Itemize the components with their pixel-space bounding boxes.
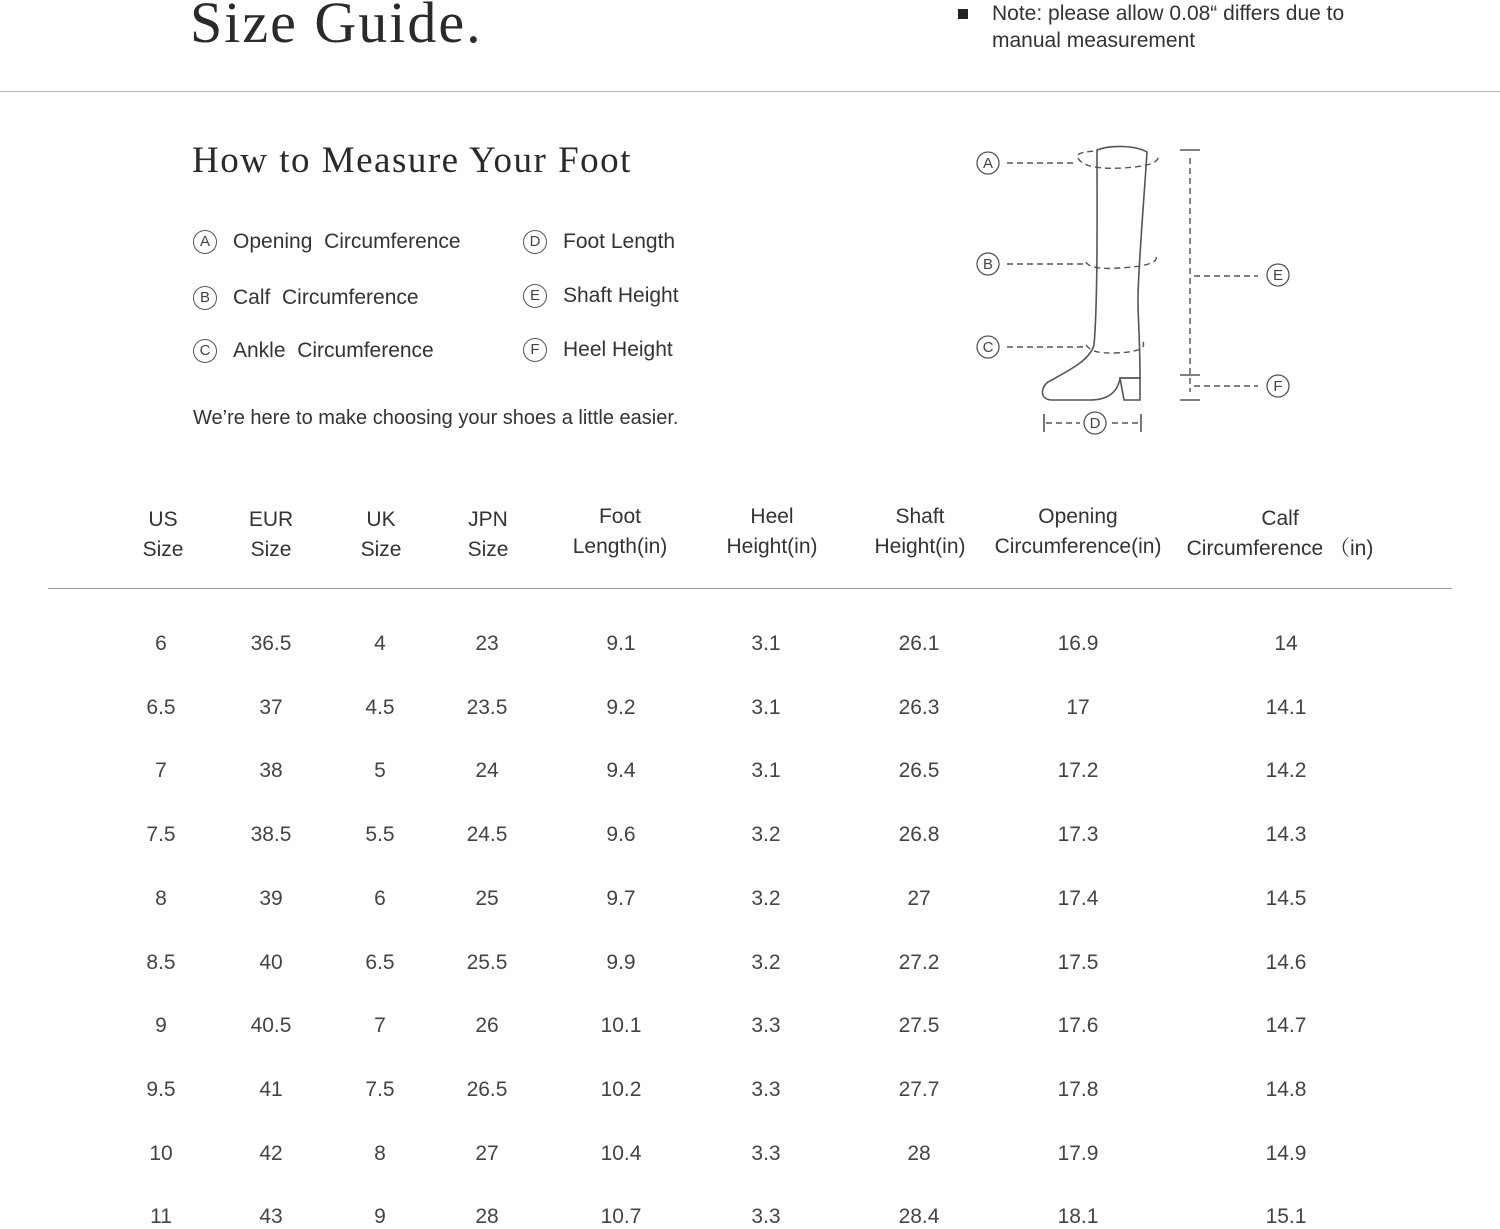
letter-f-icon: F <box>523 338 547 362</box>
table-cell: 7.5 <box>146 823 176 846</box>
legend-label: Calf Circumference <box>233 286 419 309</box>
table-cell: 5 <box>374 759 386 782</box>
table-cell: 14.2 <box>1265 759 1307 782</box>
table-cell: 4 <box>374 632 386 655</box>
header-heel-height: Heel Height(in) <box>726 505 818 558</box>
table-cell: 27.5 <box>898 1014 940 1037</box>
table-cell: 15.1 <box>1265 1205 1307 1228</box>
table-cell: 26 <box>475 1014 499 1037</box>
table-cell: 26.8 <box>898 823 940 846</box>
table-cell: 14.6 <box>1265 951 1307 974</box>
table-cell: 17.4 <box>1057 887 1099 910</box>
table-cell: 24 <box>475 759 499 782</box>
letter-b-icon: B <box>193 286 217 310</box>
table-cell: 6.5 <box>146 696 176 719</box>
diagram-label-f: F <box>1273 378 1283 395</box>
table-cell: 40.5 <box>250 1014 292 1037</box>
table-cell: 27.7 <box>898 1078 940 1101</box>
table-cell: 17.5 <box>1057 951 1099 974</box>
table-cell: 14.8 <box>1265 1078 1307 1101</box>
table-cell: 3.3 <box>751 1142 781 1165</box>
diagram-label-d: D <box>1089 415 1101 432</box>
table-cell: 7.5 <box>365 1078 395 1101</box>
table-cell: 39 <box>259 887 283 910</box>
table-cell: 43 <box>259 1205 283 1228</box>
note-text: Note: please allow 0.08“ differs due to manual measurement <box>992 2 1345 52</box>
header-opening-circumference: Opening Circumference(in) <box>994 505 1162 558</box>
table-cell: 38 <box>259 759 283 782</box>
table-cell: 9 <box>155 1014 167 1037</box>
table-cell: 27.2 <box>898 951 940 974</box>
table-cell: 17.3 <box>1057 823 1099 846</box>
table-cell: 42 <box>259 1142 283 1165</box>
table-cell: 25 <box>475 887 499 910</box>
table-cell: 10.4 <box>600 1142 642 1165</box>
legend-label: Opening Circumference <box>233 230 461 253</box>
table-cell: 25.5 <box>466 951 508 974</box>
table-cell: 6.5 <box>365 951 395 974</box>
table-cell: 36.5 <box>250 632 292 655</box>
section-title: How to Measure Your Foot <box>192 140 632 181</box>
table-divider <box>48 588 1452 589</box>
page-title: Size Guide. <box>190 0 483 55</box>
table-cell: 26.3 <box>898 696 940 719</box>
header-uk-size: UK Size <box>360 508 402 561</box>
table-cell: 17.9 <box>1057 1142 1099 1165</box>
table-cell: 8.5 <box>146 951 176 974</box>
table-cell: 9.5 <box>146 1078 176 1101</box>
table-cell: 10.7 <box>600 1205 642 1228</box>
table-cell: 14.7 <box>1265 1014 1307 1037</box>
boot-icon <box>1042 146 1147 400</box>
table-cell: 14.3 <box>1265 823 1307 846</box>
table-cell: 3.1 <box>751 759 781 782</box>
table-cell: 7 <box>155 759 167 782</box>
table-cell: 14.1 <box>1265 696 1307 719</box>
table-cell: 9.6 <box>606 823 636 846</box>
table-cell: 18.1 <box>1057 1205 1099 1228</box>
table-cell: 3.1 <box>751 632 781 655</box>
table-cell: 9.9 <box>606 951 636 974</box>
tagline: We’re here to make choosing your shoes a little easier. <box>193 407 679 429</box>
table-cell: 41 <box>259 1078 283 1101</box>
table-cell: 14 <box>1274 632 1298 655</box>
table-cell: 3.2 <box>751 823 781 846</box>
table-cell: 14.9 <box>1265 1142 1307 1165</box>
legend-label: Shaft Height <box>563 284 679 307</box>
letter-d-icon: D <box>523 230 547 254</box>
table-cell: 28 <box>475 1205 499 1228</box>
table-cell: 5.5 <box>365 823 395 846</box>
table-cell: 10.2 <box>600 1078 642 1101</box>
header-jpn-size: JPN Size <box>467 508 509 561</box>
table-cell: 3.1 <box>751 696 781 719</box>
table-cell: 26.1 <box>898 632 940 655</box>
letter-e-icon: E <box>523 284 547 308</box>
table-cell: 24.5 <box>466 823 508 846</box>
table-cell: 3.3 <box>751 1014 781 1037</box>
table-cell: 10 <box>149 1142 173 1165</box>
table-cell: 3.2 <box>751 951 781 974</box>
diagram-label-b: B <box>982 256 994 273</box>
table-cell: 10.1 <box>600 1014 642 1037</box>
table-cell: 27 <box>475 1142 499 1165</box>
legend-label: Ankle Circumference <box>233 339 434 362</box>
boot-diagram <box>0 0 1500 460</box>
table-cell: 9.1 <box>606 632 636 655</box>
table-cell: 17.8 <box>1057 1078 1099 1101</box>
table-cell: 9.2 <box>606 696 636 719</box>
table-cell: 23.5 <box>466 696 508 719</box>
table-cell: 9 <box>374 1205 386 1228</box>
table-cell: 14.5 <box>1265 887 1307 910</box>
table-cell: 11 <box>150 1205 172 1228</box>
table-cell: 4.5 <box>365 696 395 719</box>
header-shaft-height: Shaft Height(in) <box>874 505 966 558</box>
header-foot-length: Foot Length(in) <box>572 505 668 558</box>
table-cell: 16.9 <box>1057 632 1099 655</box>
table-cell: 9.4 <box>606 759 636 782</box>
table-cell: 17.6 <box>1057 1014 1099 1037</box>
table-cell: 26.5 <box>898 759 940 782</box>
table-cell: 23 <box>475 632 499 655</box>
legend-label: Foot Length <box>563 230 676 253</box>
table-cell: 3.3 <box>751 1205 781 1228</box>
table-cell: 8 <box>374 1142 386 1165</box>
table-cell: 40 <box>259 951 283 974</box>
table-cell: 7 <box>374 1014 386 1037</box>
table-cell: 3.2 <box>751 887 781 910</box>
table-cell: 27 <box>907 887 931 910</box>
diagram-label-e: E <box>1272 267 1284 284</box>
table-cell: 6 <box>155 632 167 655</box>
table-cell: 17.2 <box>1057 759 1099 782</box>
table-cell: 17 <box>1066 696 1090 719</box>
table-cell: 3.3 <box>751 1078 781 1101</box>
header-calf-circumference: Calf Circumference （in) <box>1186 507 1374 560</box>
table-cell: 6 <box>374 887 386 910</box>
table-cell: 26.5 <box>466 1078 508 1101</box>
diagram-label-a: A <box>982 155 994 172</box>
letter-a-icon: A <box>193 230 217 254</box>
table-cell: 38.5 <box>250 823 292 846</box>
letter-c-icon: C <box>193 339 217 363</box>
table-cell: 28.4 <box>898 1205 940 1228</box>
header-eur-size: EUR Size <box>248 508 294 561</box>
header-us-size: US Size <box>142 508 184 561</box>
table-cell: 9.7 <box>606 887 636 910</box>
legend-label: Heel Height <box>563 338 673 361</box>
table-cell: 37 <box>259 696 283 719</box>
diagram-label-c: C <box>982 339 994 356</box>
table-cell: 8 <box>155 887 167 910</box>
table-cell: 28 <box>907 1142 931 1165</box>
